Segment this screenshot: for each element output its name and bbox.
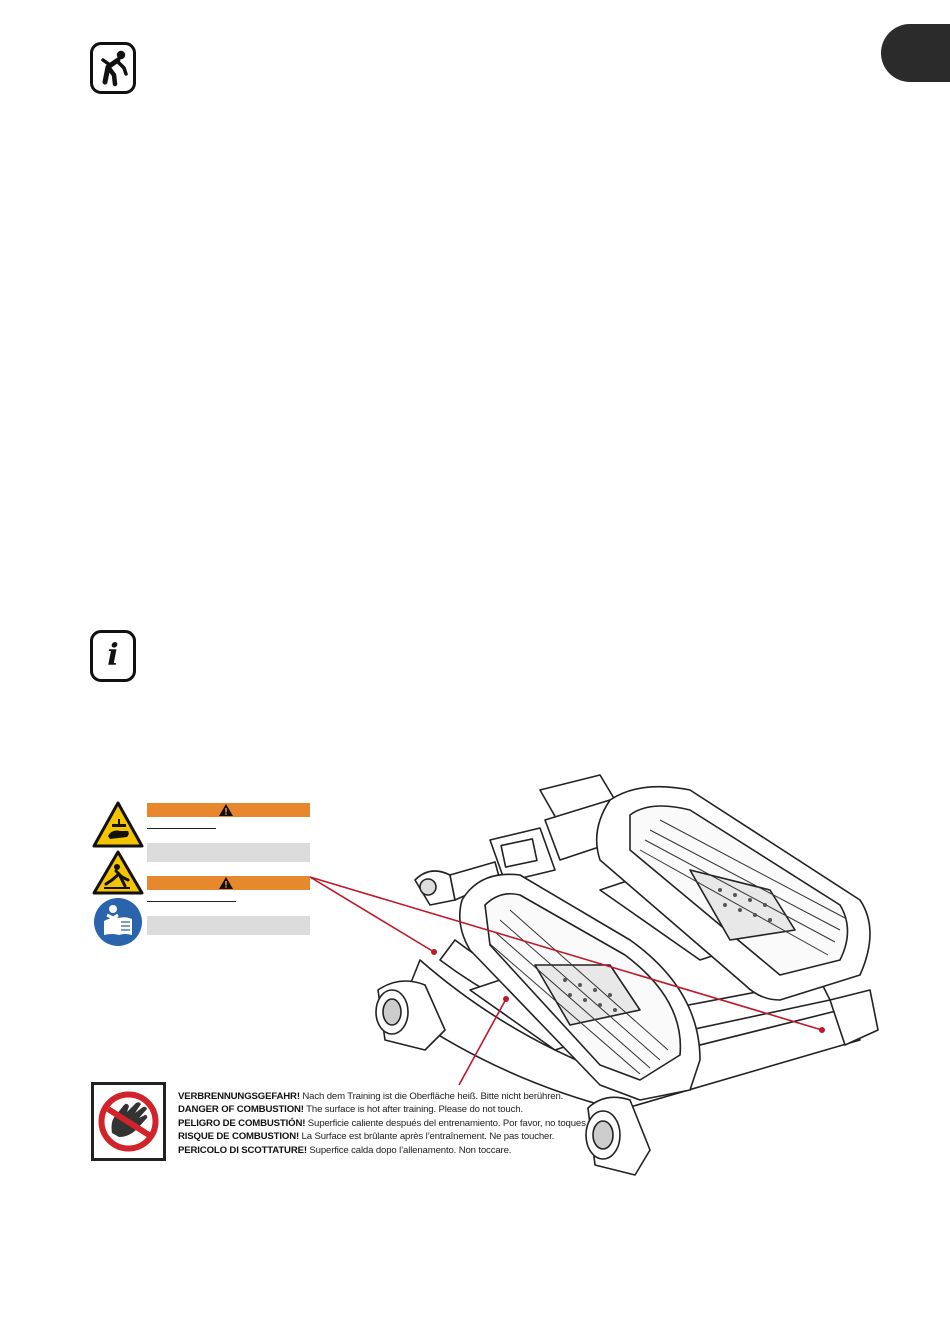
burn-warning-it: PERICOLO DI SCOTTATURE! Superfice calda dopo l’allenamento. Non toccare. [178, 1144, 512, 1156]
do-not-touch-hot-surface-icon [91, 1082, 166, 1161]
burn-warning-en: DANGER OF COMBUSTION! The surface is hot after training. Please do not touch. [178, 1104, 523, 1116]
burn-warning-es: PELIGRO DE COMBUSTIÓN! Superficie caliente después del entrenamiento. Por favor, no toques. [178, 1117, 589, 1129]
info-symbol: i [107, 638, 119, 673]
burn-warning-de: VERBRENNUNGSGEFAHR! Nach dem Training ist die Oberfläche heiß. Bitte nicht berühren. [178, 1091, 564, 1102]
burn-warning-fr: RISQUE DE COMBUSTION! La Surface est brûlante après l’entraînement. Ne pas toucher. [178, 1131, 555, 1143]
burn-warning-text [178, 1090, 589, 1157]
